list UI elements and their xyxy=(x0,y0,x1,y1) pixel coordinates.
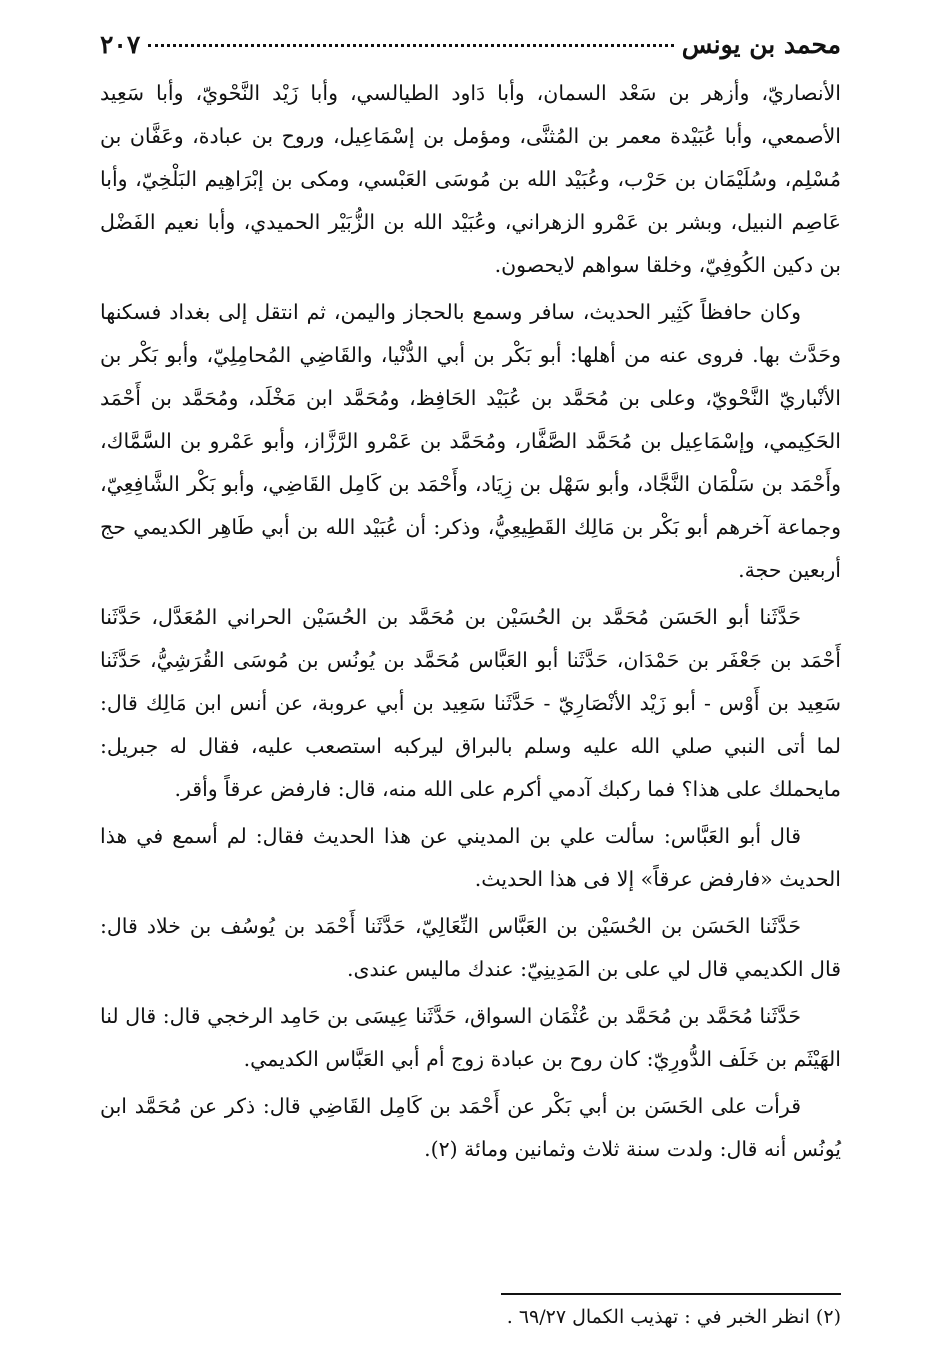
paragraph-3: حَدَّثَنا أبو الحَسَن مُحَمَّد بن الحُسَيْن بن مُحَمَّد بن الحُسَيْن الحراني المُعَدَّل، حَدَّثَنا أَحْمَد بن جَعْفَر بن حَمْدَان، حَدَّثَنا أبو العَبَّاس مُحَمَّد بن يُونُس بن مُوسَى القُرَشِيُّ، حَدَّثَنا سَعِيد بن أَوْس - أبو زَيْد الأنْصَارِيّ - حَدَّثَنا سَعِيد بن أبي عروبة، عن أنس ابن مَالِك قال: لما أتى النبي صلي الله عليه وسلم بالبراق ليركبه استصعب عليه، فقال له جبريل: مايحملك على هذا؟ فما ركبك آدمي أكرم على الله منه، قال: فارفض عرقاً وأقر. xyxy=(100,605,841,801)
paragraph-2: وكان حافظاً كَثِير الحديث، سافر وسمع بالحجاز واليمن، ثم انتقل إلى بغداد فسكنها وحَدَّث بها. فروى عنه من أهلها: أبو بَكْر بن أبي الدُّنْيا، والقَاضِي المُحامِلِيّ، وأبو بَكْر بن الأنْباريّ النَّحْويّ، وعلى بن مُحَمَّد بن عُبَيْد الحَافِظ، ومُحَمَّد ابن مَخْلَد، ومُحَمَّد بن أَحْمَد الحَكِيمي، وإسْمَاعِيل بن مُحَمَّد الصَّفَّار، ومُحَمَّد بن عَمْرو الرَّزَّاز، وأبو عَمْرو بن السَّمَّاك، وأَحْمَد بن سَلْمَان النَّجَّاد، وأبو سَهْل بن زِيَاد، وأَحْمَد بن كَامِل القَاضِي، وأبو بَكْر الشَّافِعِيّ، وجماعة آخرهم أبو بَكْر بن مَالِك القَطِيعِيُّ، وذكر: أن عُبَيْد الله بن أبي طَاهِر الكديمي حج أربعين حجة. xyxy=(100,300,841,582)
footnote: (٢) انظر الخبر في : تهذيب الكمال ٦٩/٢٧ . xyxy=(506,1306,841,1328)
paragraph-1: الأنصاريّ، وأزهر بن سَعْد السمان، وأبا دَاود الطيالسي، وأبا زَيْد النَّحْويّ، وأبا سَعِيد الأصمعي، وأبا عُبَيْدة معمر بن المُثنَّى، ومؤمل بن إسْمَاعِيل، وروح بن عبادة، وعَفَّان بن مُسْلِم، وسُلَيْمَان بن حَرْب، وعُبَيْد الله بن مُوسَى العَبْسي، ومكى بن إبْرَاهِيم البَلْخِيّ، وأبا عَاصِم النبيل، وبشر بن عَمْرو الزهراني، وعُبَيْد الله بن الزُّبَيْر الحميدي، وأبا نعيم الفَضْل بن دكين الكُوفِيّ، وخلقا سواهم لايحصون. xyxy=(100,81,841,277)
page-header xyxy=(100,30,841,70)
paragraph-7: قرأت على الحَسَن بن أبي بَكْر عن أَحْمَد بن كَامِل القَاضِي قال: ذكر عن مُحَمَّد ابن يُونُس أنه قال: ولدت سنة ثلاث وثمانين ومائة (٢). xyxy=(100,1094,841,1161)
paragraph-6: حَدَّثَنا مُحَمَّد بن مُحَمَّد بن عُثْمَان السواق، حَدَّثَنا عِيسَى بن حَامِد الرخجي قال: قال لنا الهَيْثَم بن خَلَف الدُّورِيّ: كان روح بن عبادة زوج أم أبي العَبَّاس الكديمي. xyxy=(100,1004,841,1071)
main-text xyxy=(100,72,841,1171)
footnote-rule xyxy=(501,1293,841,1295)
paragraph-5: حَدَّثَنا الحَسَن بن الحُسَيْن بن العَبَّاس النِّعَالِيّ، حَدَّثَنا أَحْمَد بن يُوسُف بن خلاد قال: قال الكديمي قال لي على بن المَدِينِيّ: عندك ماليس عندى. xyxy=(100,914,841,981)
running-title: محمد بن يونس xyxy=(681,30,841,59)
paragraph-4: قال أبو العَبَّاس: سألت علي بن المديني عن هذا الحديث فقال: لم أسمع في هذا الحديث «فارفض عرقاً» إلا فى هذا الحديث. xyxy=(100,824,841,891)
page-number: ٢٠٧ xyxy=(100,30,141,59)
dotted-leader xyxy=(148,44,673,47)
